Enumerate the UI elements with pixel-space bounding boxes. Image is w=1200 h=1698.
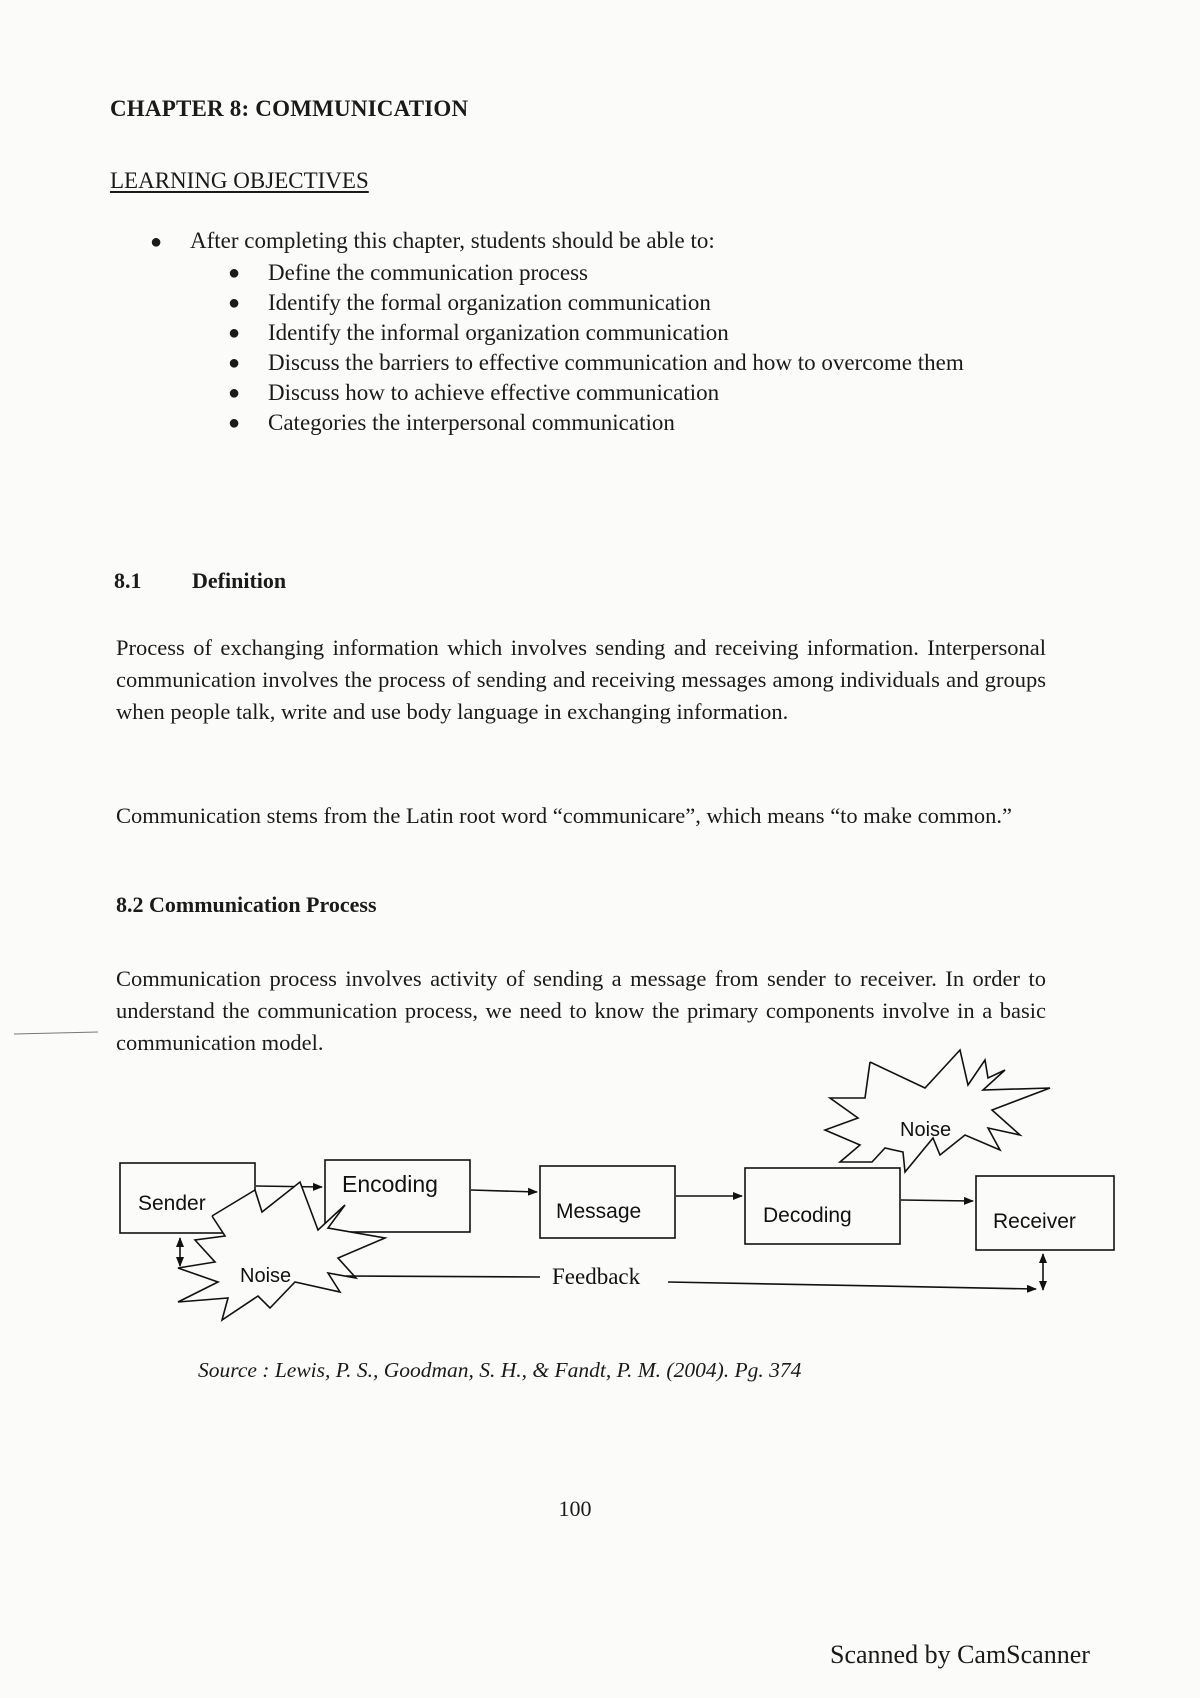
message-label: Message	[556, 1200, 642, 1223]
process-paragraph: Communication process involves activity of sending a message from sender to receiver. In order to understand the communication process, we need to know the primary components involve in a basic communication model.	[116, 966, 1046, 1055]
bullet-icon: ●	[228, 382, 241, 404]
bullet-icon: ●	[228, 352, 241, 374]
feedback-line-right	[668, 1282, 1036, 1289]
objective-text: Identify the formal organization communication	[268, 290, 711, 315]
bullet-icon: ●	[228, 412, 241, 434]
objective-text: Identify the informal organization communication	[268, 320, 729, 345]
section-2-heading: 8.2 Communication Process	[116, 892, 377, 917]
etymology-paragraph: Communication stems from the Latin root word “communicare”, which means “to make common.”	[116, 803, 1013, 828]
feedback-line-left	[346, 1276, 540, 1277]
objective-text: Categories the interpersonal communication	[268, 410, 675, 435]
sender-label: Sender	[138, 1192, 206, 1215]
bullet-icon: ●	[150, 231, 163, 253]
feedback-label: Feedback	[552, 1264, 641, 1289]
decoding-label: Decoding	[763, 1204, 852, 1227]
encoding-to-message-arrow	[471, 1190, 537, 1192]
objectives-heading: LEARNING OBJECTIVES	[110, 168, 369, 193]
objective-text: Define the communication process	[268, 260, 588, 285]
encoding-label: Encoding	[342, 1171, 438, 1197]
objectives-intro-text: After completing this chapter, students should be able to:	[190, 228, 715, 253]
receiver-label: Receiver	[993, 1210, 1076, 1233]
section-1-number: 8.1	[114, 568, 142, 593]
source-citation: Source : Lewis, P. S., Goodman, S. H., & Fandt, P. M. (2004). Pg. 374	[198, 1358, 802, 1382]
bullet-icon: ●	[228, 292, 241, 314]
section-1-title: Definition	[192, 568, 287, 593]
bullet-icon: ●	[228, 322, 241, 344]
scanner-watermark: Scanned by CamScanner	[830, 1640, 1090, 1669]
noise-top-label: Noise	[900, 1119, 952, 1141]
objective-text: Discuss the barriers to effective communication and how to overcome them	[268, 350, 964, 375]
noise-bottom-label: Noise	[240, 1265, 292, 1287]
definition-paragraph: Process of exchanging information which involves sending and receiving information. Interpersonal communication involves the process of sending and receiving messages among individuals and groups when people talk, write and use body language in exchanging information.	[116, 635, 1046, 724]
margin-mark	[14, 1032, 98, 1034]
sender-to-encoding-arrow	[256, 1186, 322, 1187]
noise-top-burst-icon	[825, 1050, 1050, 1172]
noise-bottom-burst-icon	[178, 1182, 385, 1320]
bullet-icon: ●	[228, 262, 241, 284]
decoding-to-receiver-arrow	[901, 1200, 973, 1201]
chapter-title: CHAPTER 8: COMMUNICATION	[110, 96, 469, 121]
page-number: 100	[558, 1496, 592, 1521]
objective-text: Discuss how to achieve effective communication	[268, 380, 720, 405]
